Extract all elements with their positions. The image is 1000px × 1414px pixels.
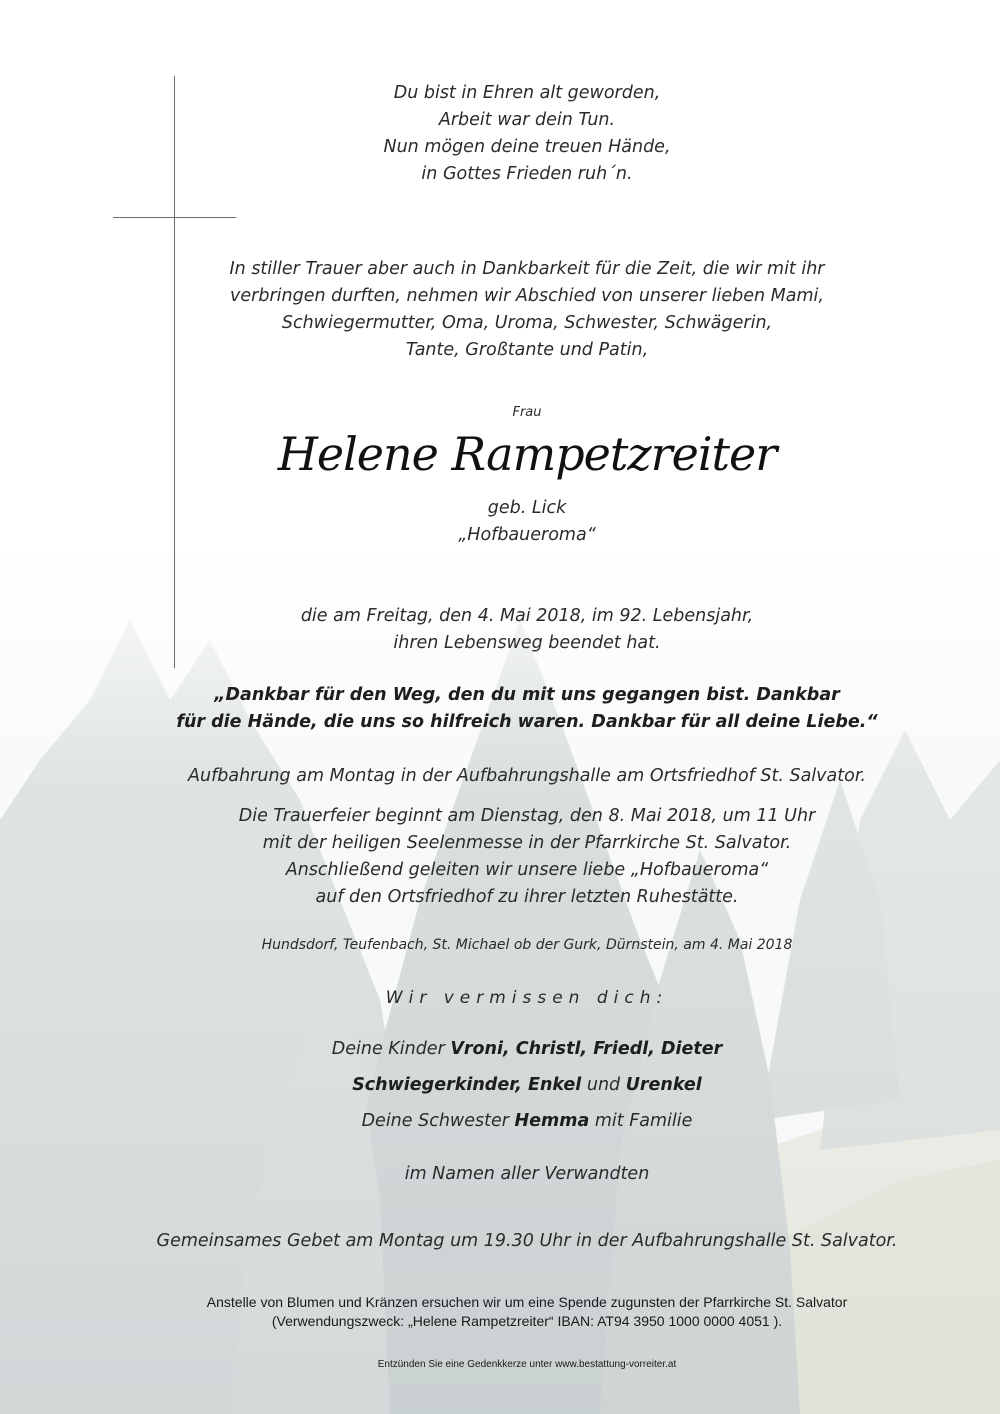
- gratitude-quote: [0, 682, 1000, 736]
- quote-line: für die Hände, die uns so hilfreich waren. Dankbar für all deine Liebe.“: [176, 712, 878, 732]
- great-grandchildren: Urenkel: [625, 1075, 702, 1095]
- funeral-details: [0, 803, 1000, 911]
- nickname: „Hofbaueroma“: [458, 525, 596, 545]
- verse: [0, 80, 1000, 188]
- viewing-notice: Aufbahrung am Montag in der Aufbahrungshalle am Ortsfriedhof St. Salvator.: [188, 766, 866, 786]
- mourners-sister: [0, 1108, 1000, 1134]
- sister-prefix: Deine Schwester: [361, 1111, 515, 1131]
- donation-notice: [0, 1293, 1000, 1331]
- intro-line: In stiller Trauer aber auch in Dankbarkeit für die Zeit, die wir mit ihr: [229, 259, 825, 279]
- salutation: Frau: [512, 405, 542, 420]
- birth-name-block: [0, 495, 1000, 549]
- prayer-notice: Gemeinsames Gebet am Montag um 19.30 Uhr in der Aufbahrungshalle St. Salvator.: [156, 1231, 898, 1251]
- we-miss-you-heading: Wir vermissen dich:: [385, 988, 669, 1008]
- intro-text: [0, 256, 1000, 364]
- maiden-name: geb. Lick: [487, 498, 567, 518]
- place-and-date: Hundsdorf, Teufenbach, St. Michael ob der Gurk, Dürnstein, am 4. Mai 2018: [261, 937, 793, 953]
- quote-line: „Dankbar für den Weg, den du mit uns gegangen bist. Dankbar: [214, 685, 840, 705]
- mourners-inlaws: [0, 1072, 1000, 1098]
- donation-line: Anstelle von Blumen und Kränzen ersuchen wir um eine Spende zugunsten der Pfarrkirche St. Salvator: [206, 1294, 848, 1310]
- funeral-line: Anschließend geleiten wir unsere liebe „Hofbaueroma“: [285, 860, 769, 880]
- inlaws-grandchildren: Schwiegerkinder, Enkel: [352, 1075, 582, 1095]
- intro-line: verbringen durften, nehmen wir Abschied von unserer lieben Mami,: [230, 286, 824, 306]
- deceased-name: Helene Rampetzreiter: [277, 427, 777, 481]
- children-prefix: Deine Kinder: [331, 1039, 451, 1059]
- children-names: Vroni, Christl, Friedl, Dieter: [450, 1039, 723, 1059]
- mourners-children: [0, 1036, 1000, 1062]
- verse-line: Arbeit war dein Tun.: [438, 110, 616, 130]
- verse-line: in Gottes Frieden ruh´n.: [421, 164, 633, 184]
- on-behalf-of-relatives: im Namen aller Verwandten: [404, 1164, 650, 1184]
- funeral-line: auf den Ortsfriedhof zu ihrer letzten Ruhestätte.: [315, 887, 739, 907]
- intro-line: Tante, Großtante und Patin,: [405, 340, 649, 360]
- death-notice-line: ihren Lebensweg beendet hat.: [393, 633, 661, 653]
- verse-line: Du bist in Ehren alt geworden,: [393, 83, 661, 103]
- funeral-line: Die Trauerfeier beginnt am Dienstag, den 8. Mai 2018, um 11 Uhr: [238, 806, 816, 826]
- death-notice-line: die am Freitag, den 4. Mai 2018, im 92. Lebensjahr,: [300, 606, 754, 626]
- donation-line: (Verwendungszweck: „Helene Rampetzreiter“ IBAN: AT94 3950 1000 0000 4051 ).: [271, 1313, 783, 1329]
- verse-line: Nun mögen deine treuen Hände,: [383, 137, 671, 157]
- memorial-candle-link[interactable]: Entzünden Sie eine Gedenkkerze unter www.bestattung-vorreiter.at: [377, 1359, 677, 1370]
- and-word: und: [581, 1075, 626, 1095]
- death-notice: [0, 603, 1000, 657]
- sister-suffix: mit Familie: [589, 1111, 693, 1131]
- sister-name: Hemma: [514, 1111, 590, 1131]
- funeral-line: mit der heiligen Seelenmesse in der Pfarrkirche St. Salvator.: [262, 833, 792, 853]
- intro-line: Schwiegermutter, Oma, Uroma, Schwester, Schwägerin,: [281, 313, 773, 333]
